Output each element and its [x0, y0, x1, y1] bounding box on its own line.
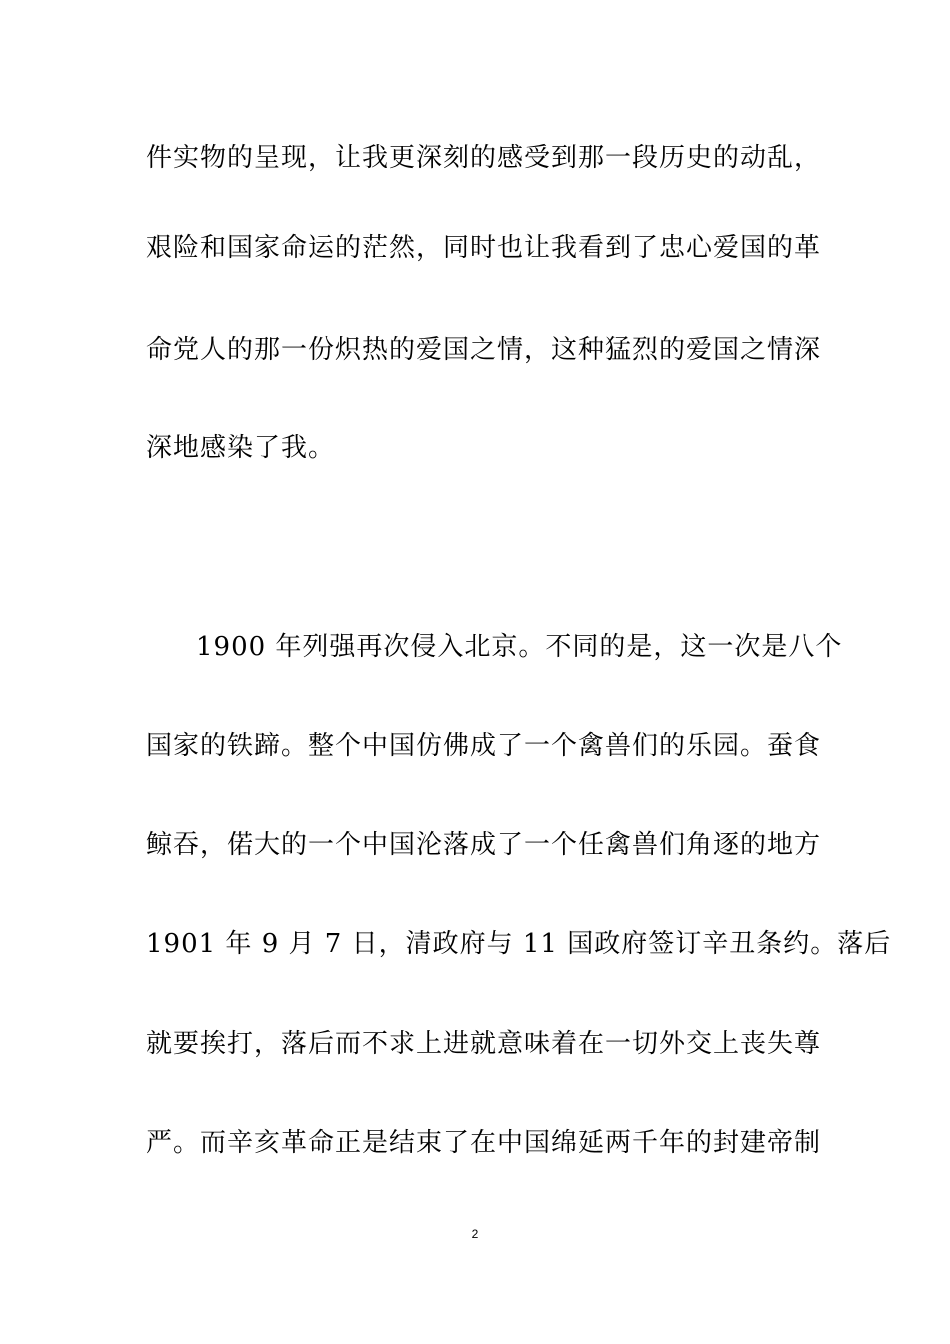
paragraph-line: 鲸吞，偌大的一个中国沦落成了一个任禽兽们角逐的地方: [146, 830, 822, 860]
paragraph-line: 1901 年 9 月 7 日，清政府与 11 国政府签订辛丑条约。落后: [146, 929, 892, 959]
paragraph-line: 深地感染了我。: [146, 433, 336, 463]
paragraph-line: 1900 年列强再次侵入北京。不同的是，这一次是八个: [196, 632, 843, 662]
paragraph-line: 艰险和国家命运的茫然，同时也让我看到了忠心爱国的革: [146, 233, 822, 263]
paragraph-line: 就要挨打，落后而不求上进就意味着在一切外交上丧失尊: [146, 1029, 822, 1059]
page-number: 2: [471, 1227, 479, 1241]
paragraph-line: 国家的铁蹄。整个中国仿佛成了一个禽兽们的乐园。蚕食: [146, 731, 822, 761]
paragraph-line: 命党人的那一份炽热的爱国之情，这种猛烈的爱国之情深: [146, 335, 822, 365]
paragraph-line: 件实物的呈现，让我更深刻的感受到那一段历史的动乱，: [146, 143, 822, 173]
paragraph-line: 严。而辛亥革命正是结束了在中国绵延两千年的封建帝制: [146, 1128, 822, 1158]
